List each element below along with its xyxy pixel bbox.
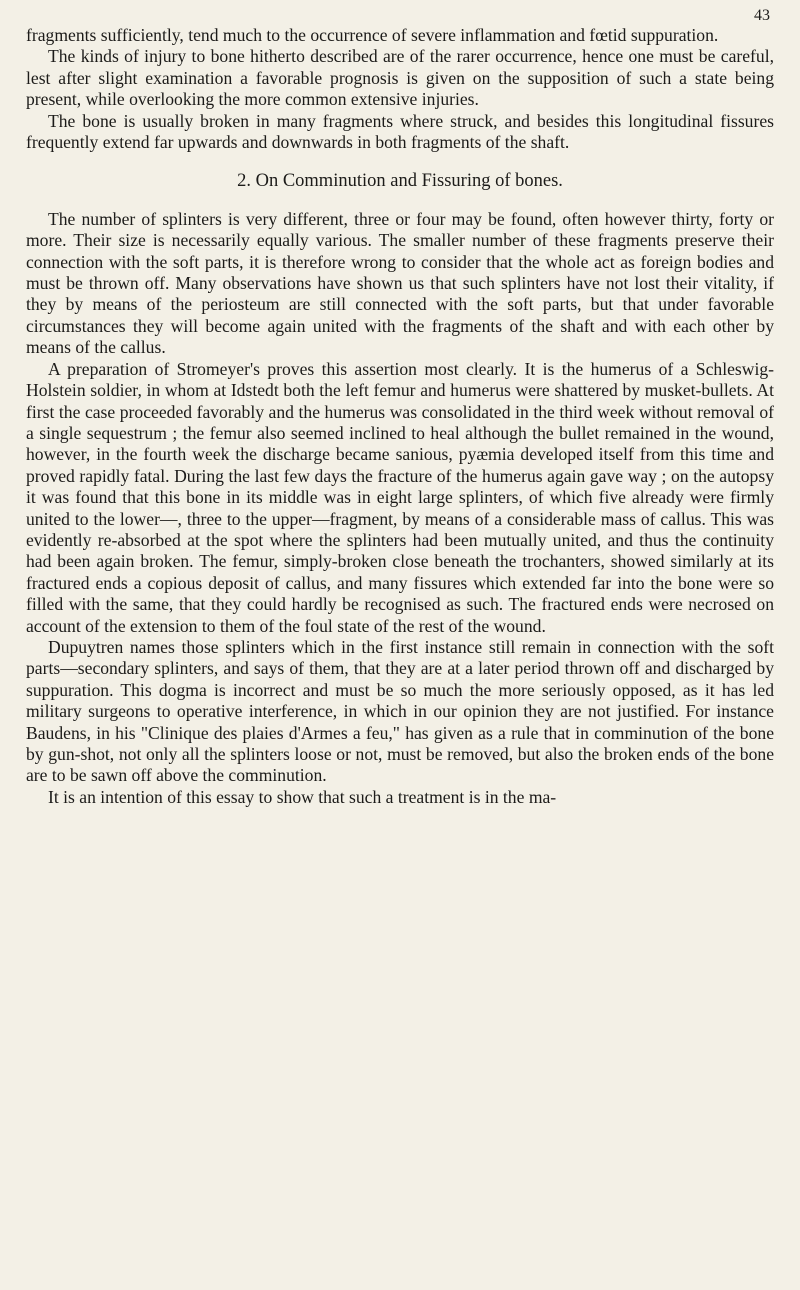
paragraph-last: It is an intention of this essay to show that such a treatment is in the ma-	[48, 786, 557, 807]
paragraph: A preparation of Stromeyer's proves this assertion most clearly. It is the humerus of a Schleswig-Holstein soldier, in whom at Idstedt both the left femur and humerus were shattered by musket-bullets. At first the case proceeded favorably and the humerus was consolidated in the third week without removal of a single sequestrum ; the femur also seemed inclined to heal although the bullet remained in the wound, however, in the fourth week the discharge became sanious, pyæmia developed itself from this time and proved rapidly fatal. During the last few days the fracture of the humerus again gave way ; on the autopsy it was found that this bone in its middle was in eight large splinters, of which five already were firmly united to the lower—, three to the upper—fragment, by means of a considerable mass of callus. This was evidently re-absorbed at the spot where the splinters had been mutually united, and thus the continuity had been again broken. The femur, simply-broken close beneath the trochanters, showed similarly at its fractured ends a copious deposit of callus, and many fissures which extended far into the bone were so filled with the same, that they could hardly be recognised as such. The fractured ends were necrosed on account of the extension to them of the foul state of the rest of the wound.	[26, 358, 774, 636]
paragraph: The bone is usually broken in many fragments where struck, and besides this longitudinal fissures frequently extend far upwards and downwards in both fragments of the shaft.	[26, 110, 774, 153]
paragraph: The number of splinters is very different, three or four may be found, often however thirty, forty or more. Their size is necessarily equally various. The smaller number of these fragments preserve their connection with the soft parts, it is therefore wrong to consider that the whole act as foreign bodies and must be thrown off. Many observations have shown us that such splinters have not lost their vitality, if they by means of the periosteum are still connected with the soft parts, but that under favorable circumstances they will become again united with the fragments of the shaft and with each other by means of the callus.	[26, 208, 774, 358]
paragraph-continued: fragments sufficiently, tend much to the occurrence of severe inflammation and fœtid suppuration.	[26, 25, 719, 45]
paragraph: The kinds of injury to bone hitherto described are of the rarer occurrence, hence one must be careful, lest after slight examination a favorable prognosis is given on the supposition of such a state being present, while overlooking the more common extensive injuries.	[26, 46, 774, 110]
page-number: 43	[754, 7, 770, 24]
section-heading: 2. On Comminution and Fissuring of bones.	[237, 171, 563, 192]
paragraph: Dupuytren names those splinters which in the first instance still remain in connection with the soft parts—secondary splinters, and says of them, that they are at a later period thrown off and discharged by suppuration. This dogma is incorrect and must be so much the more seriously opposed, as it has led military surgeons to operative interference, in which in our opinion they are not justified. For instance Baudens, in his "Clinique des plaies d'Armes a feu," has given as a rule that in comminution of the bone by gun-shot, not only all the splinters loose or not, must be removed, but also the broken ends of the bone are to be sawn off above the comminution.	[26, 636, 774, 786]
